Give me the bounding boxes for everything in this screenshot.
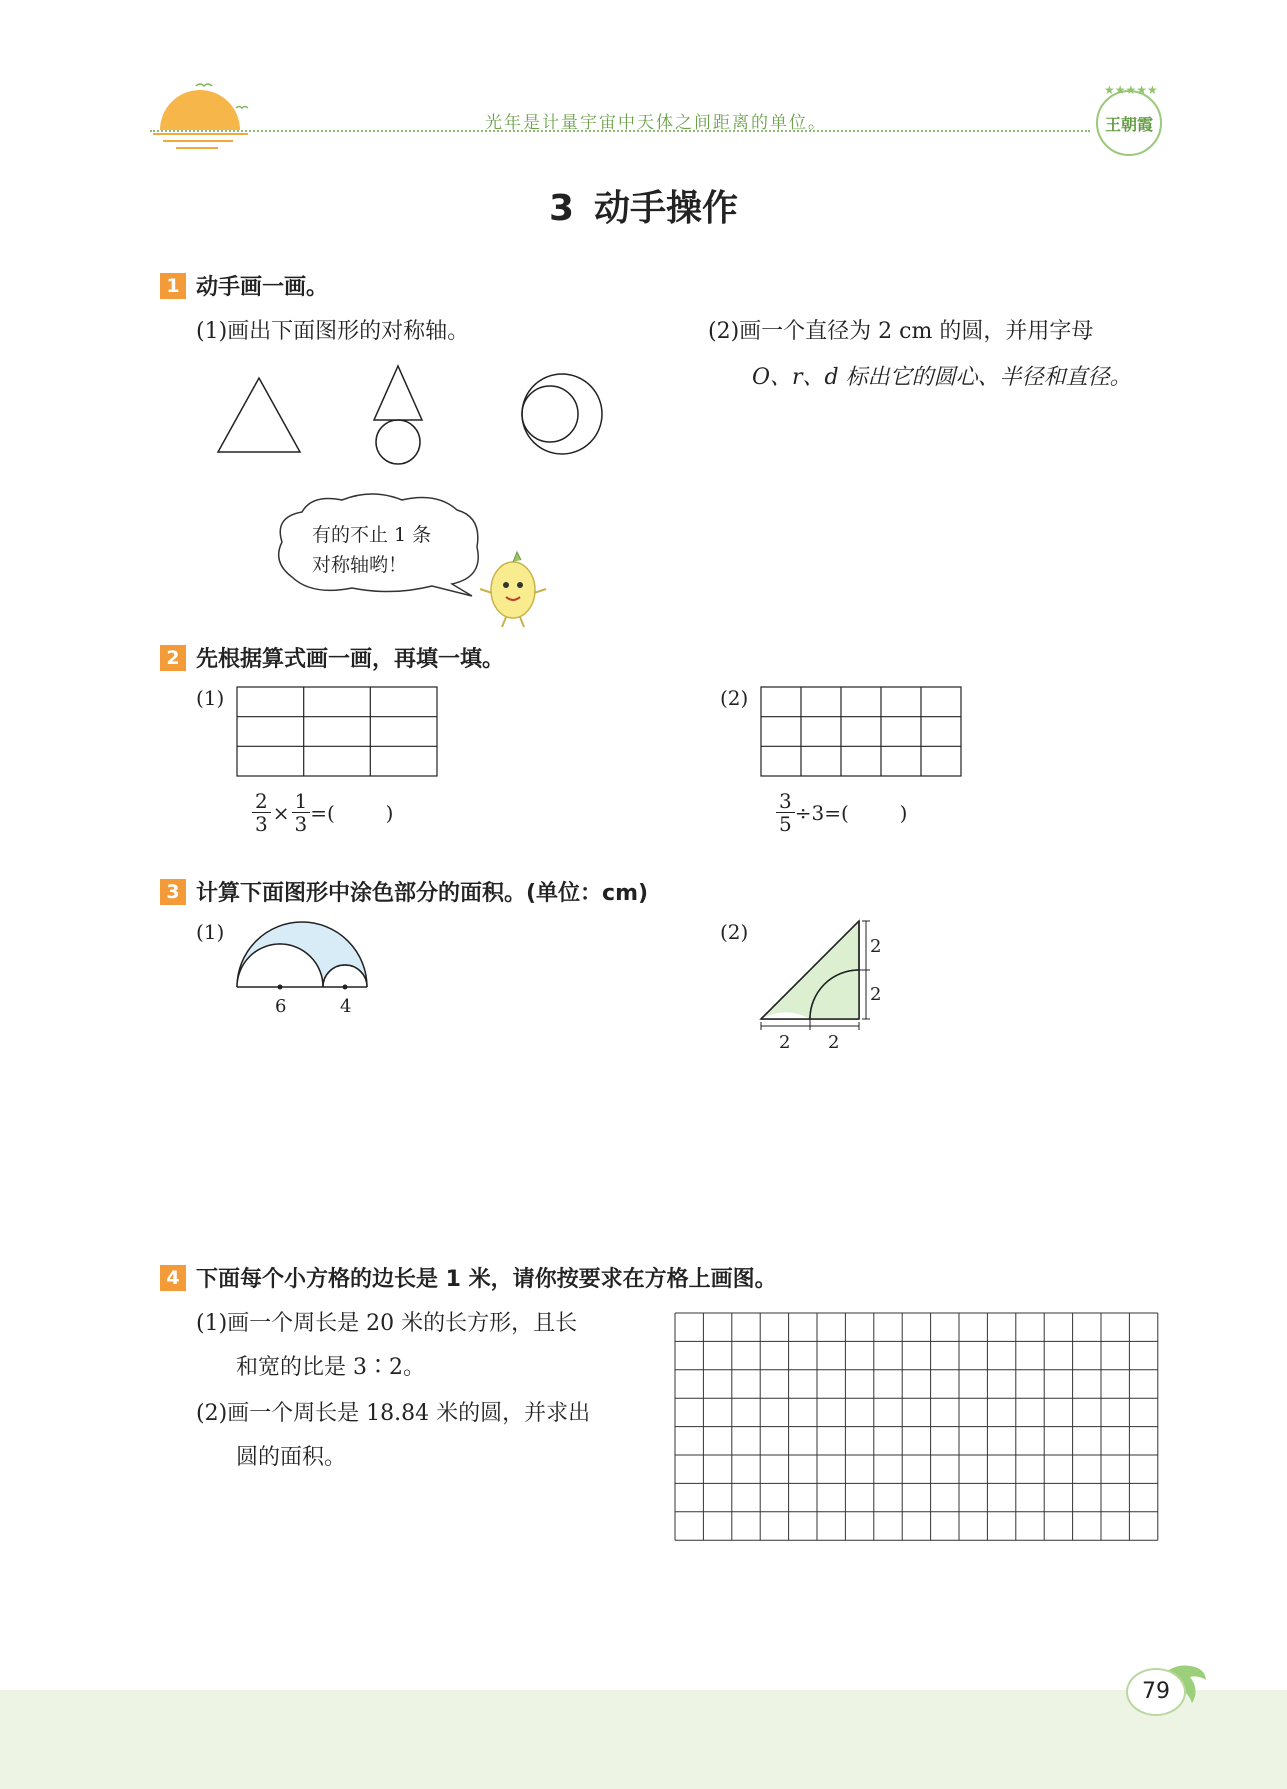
mascot-icon: [478, 545, 548, 630]
fig2-label-bottom-right: 2: [828, 1032, 840, 1053]
eq1-f1-numerator: 2: [252, 790, 271, 813]
q4-sub2-line1: (2)画一个周长是 18.84 米的圆，并求出: [196, 1401, 591, 1426]
q2-label2: (2): [720, 686, 749, 710]
page-number: 79: [1126, 1668, 1186, 1716]
fig1-label-4: 4: [340, 996, 352, 1017]
logo-text: 王朝霞: [1104, 115, 1153, 134]
q1-sub2-line2: O、r、d 标出它的圆心、半径和直径。: [752, 365, 1132, 390]
eq1-f2-numerator: 1: [292, 790, 311, 813]
q3-title: 计算下面图形中涂色部分的面积。(单位：cm): [196, 881, 649, 906]
eq1-operator: ×: [272, 800, 290, 825]
q2-grid1: [236, 686, 438, 778]
eq1-fraction2: [292, 790, 311, 835]
q1-heading: [160, 270, 328, 301]
fig2-label-bottom-left: 2: [779, 1032, 791, 1053]
eq2-numerator: 3: [776, 790, 795, 813]
eq2-denominator: 5: [779, 812, 792, 836]
q3-number: 3: [160, 879, 186, 905]
q2-number: 2: [160, 645, 186, 671]
q2-equation1: [252, 790, 393, 835]
brand-logo: [1090, 80, 1168, 158]
eq2-answer-blank[interactable]: ÷3=( ): [794, 800, 908, 825]
svg-text:★★★★★: ★★★★★: [1104, 83, 1158, 97]
small-circle-shape: [376, 420, 420, 464]
eq1-answer-blank[interactable]: =( ): [310, 800, 394, 825]
title-number: 3: [548, 188, 575, 229]
large-circle-shape: [522, 374, 602, 454]
triangle-shape: [218, 378, 300, 452]
header-tagline: 光年是计量宇宙中天体之间距离的单位。: [485, 113, 827, 133]
q4-sub2-line2: 圆的面积。: [236, 1445, 347, 1470]
inner-circle-shape: [522, 386, 578, 442]
q1-sub2-line1: (2)画一个直径为 2 cm 的圆，并用字母: [708, 319, 1094, 344]
q4-heading: [160, 1262, 777, 1293]
header: [0, 0, 1287, 170]
bubble-line2: 对称轴哟！: [312, 554, 408, 576]
q2-equation2: [776, 790, 907, 835]
q3-figure1: [232, 912, 372, 1017]
fig2-label-right-bottom: 2: [870, 984, 882, 1005]
q2-label1: (1): [196, 686, 225, 710]
small-triangle-shape: [374, 366, 422, 420]
q2-heading: [160, 642, 504, 673]
q2-title: 先根据算式画一画，再填一填。: [196, 647, 505, 672]
eq1-f1-denominator: 3: [255, 812, 268, 836]
q2-grid2: [760, 686, 962, 778]
q4-number: 4: [160, 1265, 186, 1291]
q3-label1: (1): [196, 920, 225, 944]
q1-sub1: (1)画出下面图形的对称轴。: [196, 319, 470, 344]
q4-sub1-line1: (1)画一个周长是 20 米的长方形，且长: [196, 1311, 578, 1336]
eq2-fraction: [776, 790, 795, 835]
q4-title: 下面每个小方格的边长是 1 米，请你按要求在方格上画图。: [196, 1267, 777, 1292]
fig1-label-6: 6: [275, 996, 287, 1017]
page-title: [0, 180, 1287, 231]
footer-band: [0, 1690, 1287, 1789]
eq1-fraction1: [252, 790, 271, 835]
title-text: 动手操作: [594, 188, 739, 229]
q3-figure2: [754, 914, 904, 1054]
q3-heading: [160, 876, 648, 907]
eq1-f2-denominator: 3: [294, 812, 308, 836]
q4-square-grid[interactable]: [674, 1312, 1160, 1542]
sunset-icon: [148, 78, 258, 153]
q3-label2: (2): [720, 920, 749, 944]
bubble-line1: 有的不止 1 条: [312, 524, 432, 546]
q1-number: 1: [160, 273, 186, 299]
q1-shapes: [210, 360, 620, 470]
fig2-label-right-top: 2: [870, 936, 882, 957]
q4-sub1-line2: 和宽的比是 3∶2。: [236, 1355, 425, 1380]
q1-title: 动手画一画。: [196, 275, 329, 300]
